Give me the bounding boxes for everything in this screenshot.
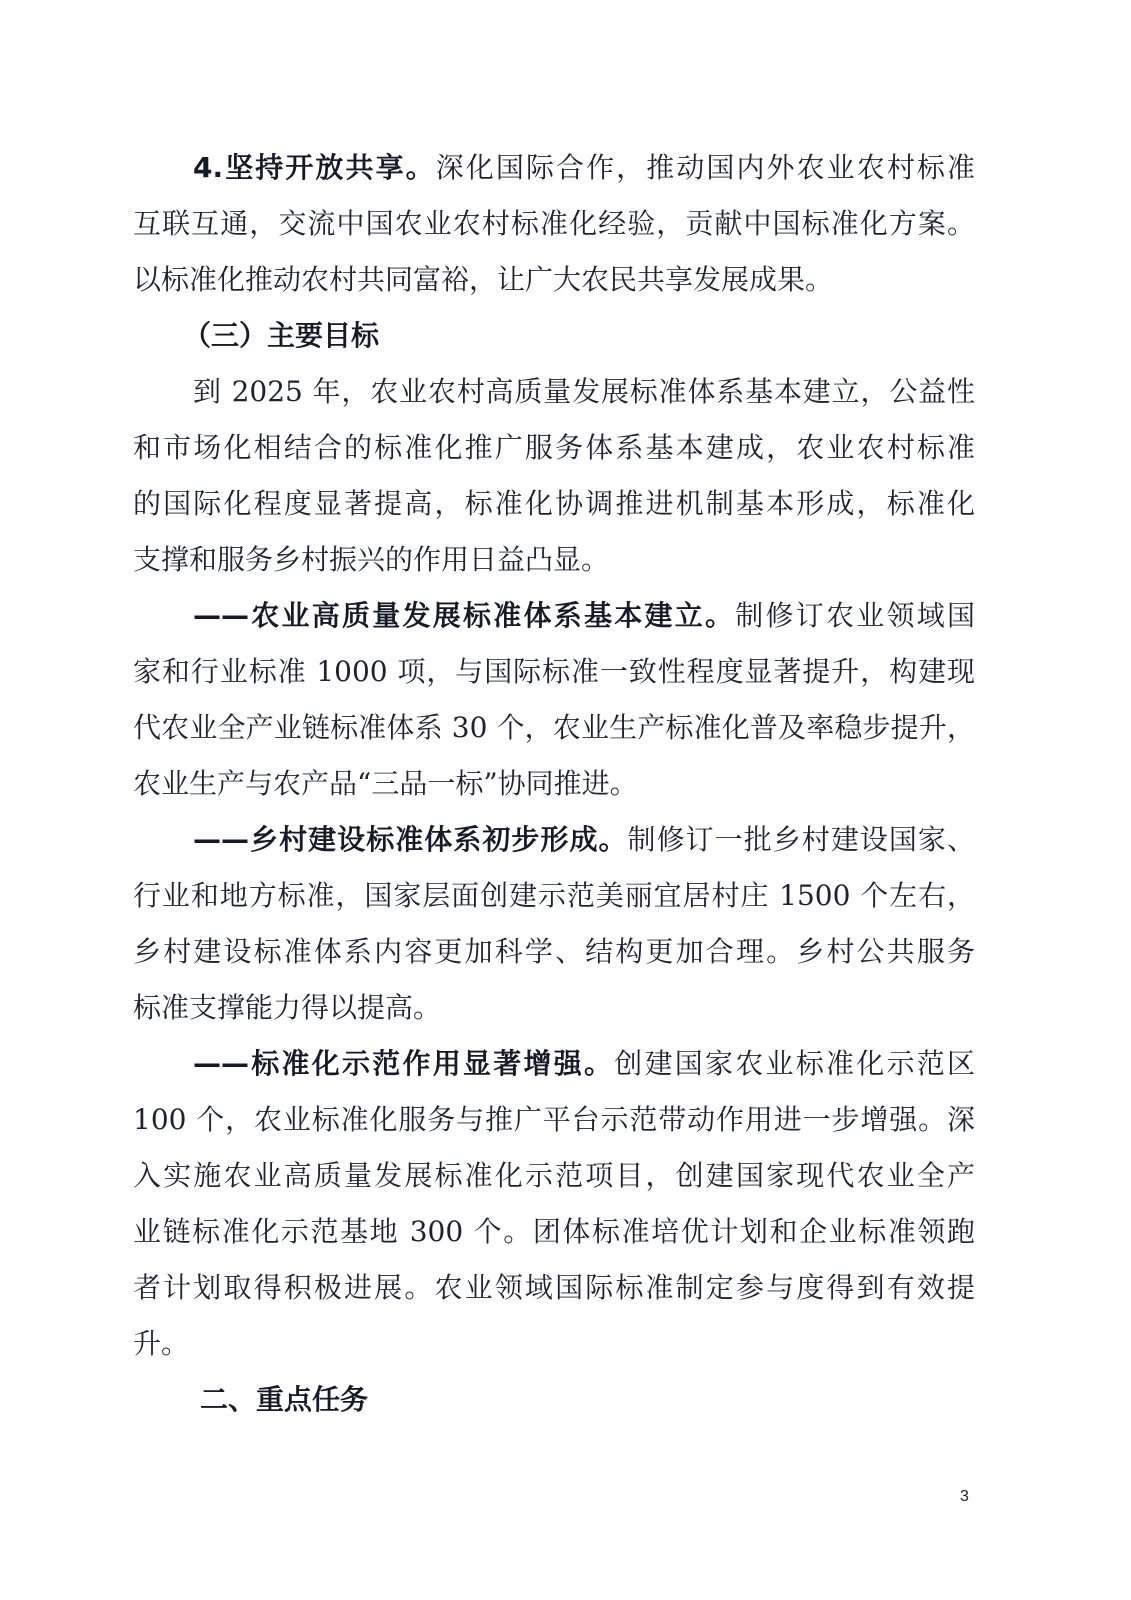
paragraph-line: 行业和地方标准，国家层面创建示范美丽宜居村庄 1500 个左右， [133, 879, 975, 912]
text: 制修订一批乡村建设国家、 [627, 823, 975, 856]
paragraph-line: 到 2025 年，农业农村高质量发展标准体系基本建立，公益性 [193, 375, 975, 408]
paragraph-line: 家和行业标准 1000 项，与国际标准一致性程度显著提升，构建现 [133, 655, 975, 688]
paragraph-line: 入实施农业高质量发展标准化示范项目，创建国家现代农业全产 [133, 1159, 975, 1192]
paragraph-line: 者计划取得积极进展。农业领域国际标准制定参与度得到有效提 [133, 1271, 975, 1304]
paragraph-line: 支撑和服务乡村振兴的作用日益凸显。 [133, 543, 610, 576]
paragraph-line: 的国际化程度显著提高，标准化协调推进机制基本形成，标准化 [133, 487, 975, 520]
paragraph-line: 农业生产与农产品“三品一标”协同推进。 [133, 767, 638, 800]
paragraph-line: 和市场化相结合的标准化推广服务体系基本建成，农业农村标准 [133, 431, 975, 464]
bold-lead: ——标准化示范作用显著增强。 [193, 1047, 615, 1080]
bold-lead: ——农业高质量发展标准体系基本建立。 [193, 599, 736, 632]
paragraph-line [193, 820, 975, 860]
paragraph-line: 互联互通，交流中国农业农村标准化经验，贡献中国标准化方案。 [133, 207, 975, 240]
section-heading-goals: （三）主要目标 [183, 319, 380, 352]
paragraph-line [193, 148, 975, 188]
paragraph-line: 代农业全产业链标准体系 30 个，农业生产标准化普及率稳步提升， [133, 711, 975, 744]
paragraph-line [193, 596, 975, 636]
text: 深化国际合作，推动国内外农业农村标准 [435, 151, 975, 184]
section-heading-tasks: 二、重点任务 [200, 1383, 369, 1416]
text: 制修订农业领域国 [735, 599, 975, 632]
paragraph-line: 升。 [133, 1327, 190, 1360]
page-number: 3 [960, 1488, 969, 1505]
paragraph-line: 以标准化推动农村共同富裕，让广大农民共享发展成果。 [133, 263, 834, 296]
paragraph-line: 乡村建设标准体系内容更加科学、结构更加合理。乡村公共服务 [133, 935, 975, 968]
text: 创建国家农业标准化示范区 [614, 1047, 975, 1080]
paragraph-line: 100 个，农业标准化服务与推广平台示范带动作用进一步增强。深 [133, 1103, 975, 1136]
bold-lead: 4.坚持开放共享。 [193, 151, 436, 184]
paragraph-line: 标准支撑能力得以提高。 [133, 991, 442, 1024]
paragraph-line [193, 1044, 975, 1084]
bold-lead: ——乡村建设标准体系初步形成。 [193, 823, 628, 856]
paragraph-line: 业链标准化示范基地 300 个。团体标准培优计划和企业标准领跑 [133, 1215, 975, 1248]
